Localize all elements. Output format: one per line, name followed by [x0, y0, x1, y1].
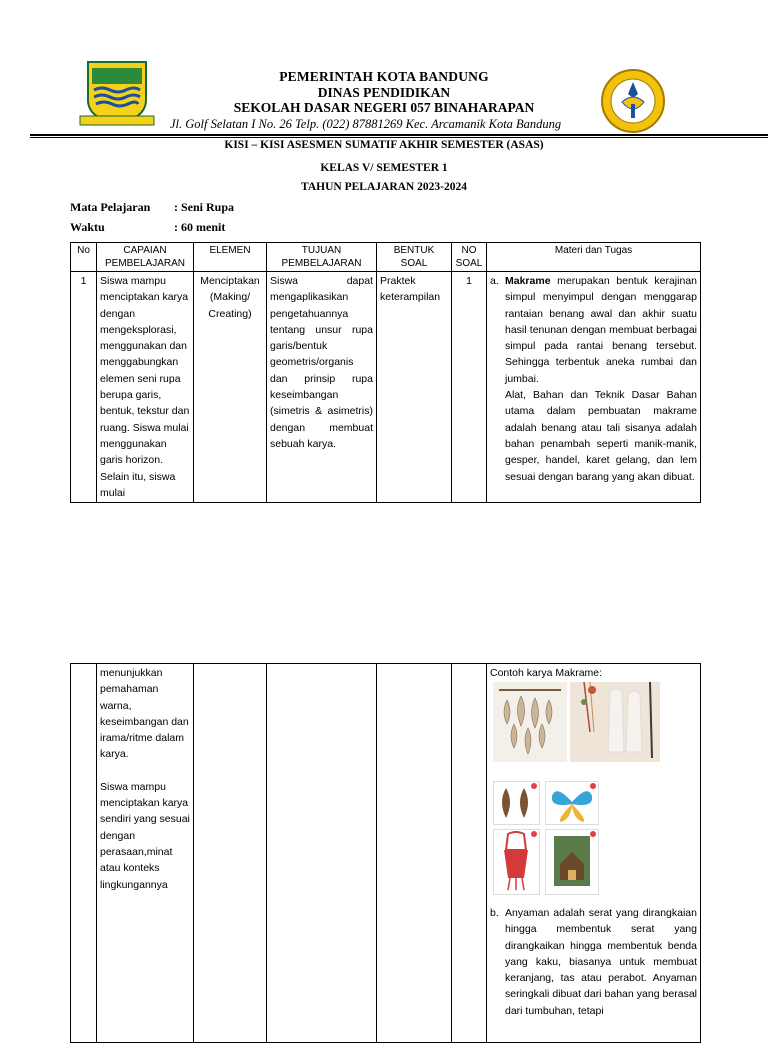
- government-name: PEMERINTAH KOTA BANDUNG: [279, 69, 489, 84]
- table-row: [71, 272, 701, 503]
- makrame-feather-earrings-image: [493, 781, 540, 825]
- materi-item-b-letter: b.: [490, 907, 499, 919]
- materi-item-a-text: [505, 273, 697, 387]
- time-value: : 60 menit: [174, 220, 226, 234]
- makrame-butterfly-image: [545, 781, 599, 825]
- makrame-term: Makrame: [505, 275, 551, 287]
- materi-item-b: [490, 905, 697, 1019]
- cell-no-soal-empty: [452, 664, 487, 1043]
- makrame-house-wall-hanging-image: [545, 829, 599, 895]
- document-class: KELAS V/ SEMESTER 1: [320, 162, 448, 174]
- time-label: Waktu: [70, 220, 105, 234]
- table-row: [71, 664, 701, 1043]
- table-header-row: [71, 243, 701, 272]
- department-name: DINAS PENDIDIKAN: [317, 85, 451, 100]
- cell-materi: [487, 272, 701, 503]
- cell-elemen: Menciptakan (Making/ Creating): [194, 272, 267, 503]
- header-no-soal: NO SOAL: [452, 243, 487, 272]
- school-address: Jl. Golf Selatan I No. 26 Telp. (022) 87881269 Kec. Arcamanik Kota Bandung: [170, 117, 562, 131]
- header-capaian: CAPAIAN PEMBELAJARAN: [97, 243, 194, 272]
- makrame-examples: [490, 665, 697, 905]
- makrame-definition: merupakan bentuk kerajinan simpul menyimpul dengan menggarap rantaian benang awal dan akhir suatu hasil tenunan dengan membuat berbagai simpul pada rantai benang tersebut. Sehingga terbentuk aneka rumbai dan jumbai.: [505, 275, 697, 385]
- cell-capaian-continued: [97, 664, 194, 1043]
- capaian-continued-text-2: Siswa mampu menciptakan karya sendiri yang sesuai dengan perasaan,minat atau konteks lingkungannya: [100, 780, 190, 891]
- cell-elemen-empty: [194, 664, 267, 1043]
- tut-wuri-handayani-emblem-icon: [600, 68, 666, 134]
- cell-no-soal: 1: [452, 272, 487, 503]
- subject-value: : Seni Rupa: [174, 200, 235, 214]
- time-row: [70, 220, 225, 235]
- makrame-tools-text: Alat, Bahan dan Teknik Dasar Bahan utama dalam pembuatan makrame adalah benang atau tali sisanya adalah bahan penambah seperti manik-manik, gesper, handel, karet gelang, dan lem sesuai dengan barang yang akan dibuat.: [505, 389, 697, 483]
- cell-bentuk-empty: [377, 664, 452, 1043]
- school-name: SEKOLAH DASAR NEGERI 057 BINAHARAPAN: [233, 100, 535, 115]
- makrame-leaf-wall-hanging-image: [493, 682, 567, 762]
- document-title: KISI – KISI ASESMEN SUMATIF AKHIR SEMESTER (ASAS): [224, 139, 544, 151]
- materi-item-a-tools: [490, 387, 697, 485]
- cell-tujuan-empty: [267, 664, 377, 1043]
- materi-item-a-letter: a.: [490, 275, 499, 287]
- kisi-table-continued: [70, 663, 701, 1043]
- capaian-continued-text: menunjukkan pemahaman warna, keseimbangan dan irama/ritme dalam karya.: [100, 667, 189, 761]
- header-bentuk: BENTUK SOAL: [377, 243, 452, 272]
- header-no: No: [71, 243, 97, 272]
- anyaman-definition: Anyaman adalah serat yang dirangkaian hingga membentuk serat yang dirangkaikan hingga membentuk benda yang kaku, biasanya untuk membuat keranjang, tas atau perabot. Anyaman seringkali dibuat dari bahan yang berasal dari tumbuhan, tetapi: [505, 907, 697, 1017]
- cell-no-empty: [71, 664, 97, 1043]
- kisi-table: [70, 242, 701, 503]
- subject-label: Mata Pelajaran: [70, 200, 151, 214]
- header-tujuan: TUJUAN PEMBELAJARAN: [267, 243, 377, 272]
- materi-item-a: [490, 273, 697, 387]
- document-year: TAHUN PELAJARAN 2023-2024: [301, 181, 467, 193]
- letterhead: [0, 60, 768, 140]
- cell-no: 1: [71, 272, 97, 503]
- subject-row: [70, 200, 234, 215]
- makrame-hanging-planters-image: [570, 682, 660, 762]
- header-elemen: ELEMEN: [194, 243, 267, 272]
- cell-tujuan: Siswa dapat mengaplikasikan pengetahuannya tentang unsur rupa garis/bentuk geometris/organis dan prinsip rupa keseimbangan (simetris & asimetris) dengan membuat sebuah karya.: [267, 272, 377, 503]
- makrame-examples-label: Contoh karya Makrame:: [490, 667, 603, 679]
- cell-materi-continued: [487, 664, 701, 1043]
- cell-capaian: Siswa mampu menciptakan karya dengan mengeksplorasi, menggunakan dan menggabungkan elemen seni rupa berupa garis, bentuk, tekstur dan ruang. Siswa mulai menggunakan garis horizon. Selain itu, siswa mulai: [97, 272, 194, 503]
- header-materi: Materi dan Tugas: [487, 243, 701, 272]
- cell-bentuk: Praktek keterampilan: [377, 272, 452, 503]
- makrame-red-bag-image: [493, 829, 540, 895]
- letterhead-divider-thick: [30, 134, 768, 136]
- letterhead-divider-thin: [30, 137, 768, 138]
